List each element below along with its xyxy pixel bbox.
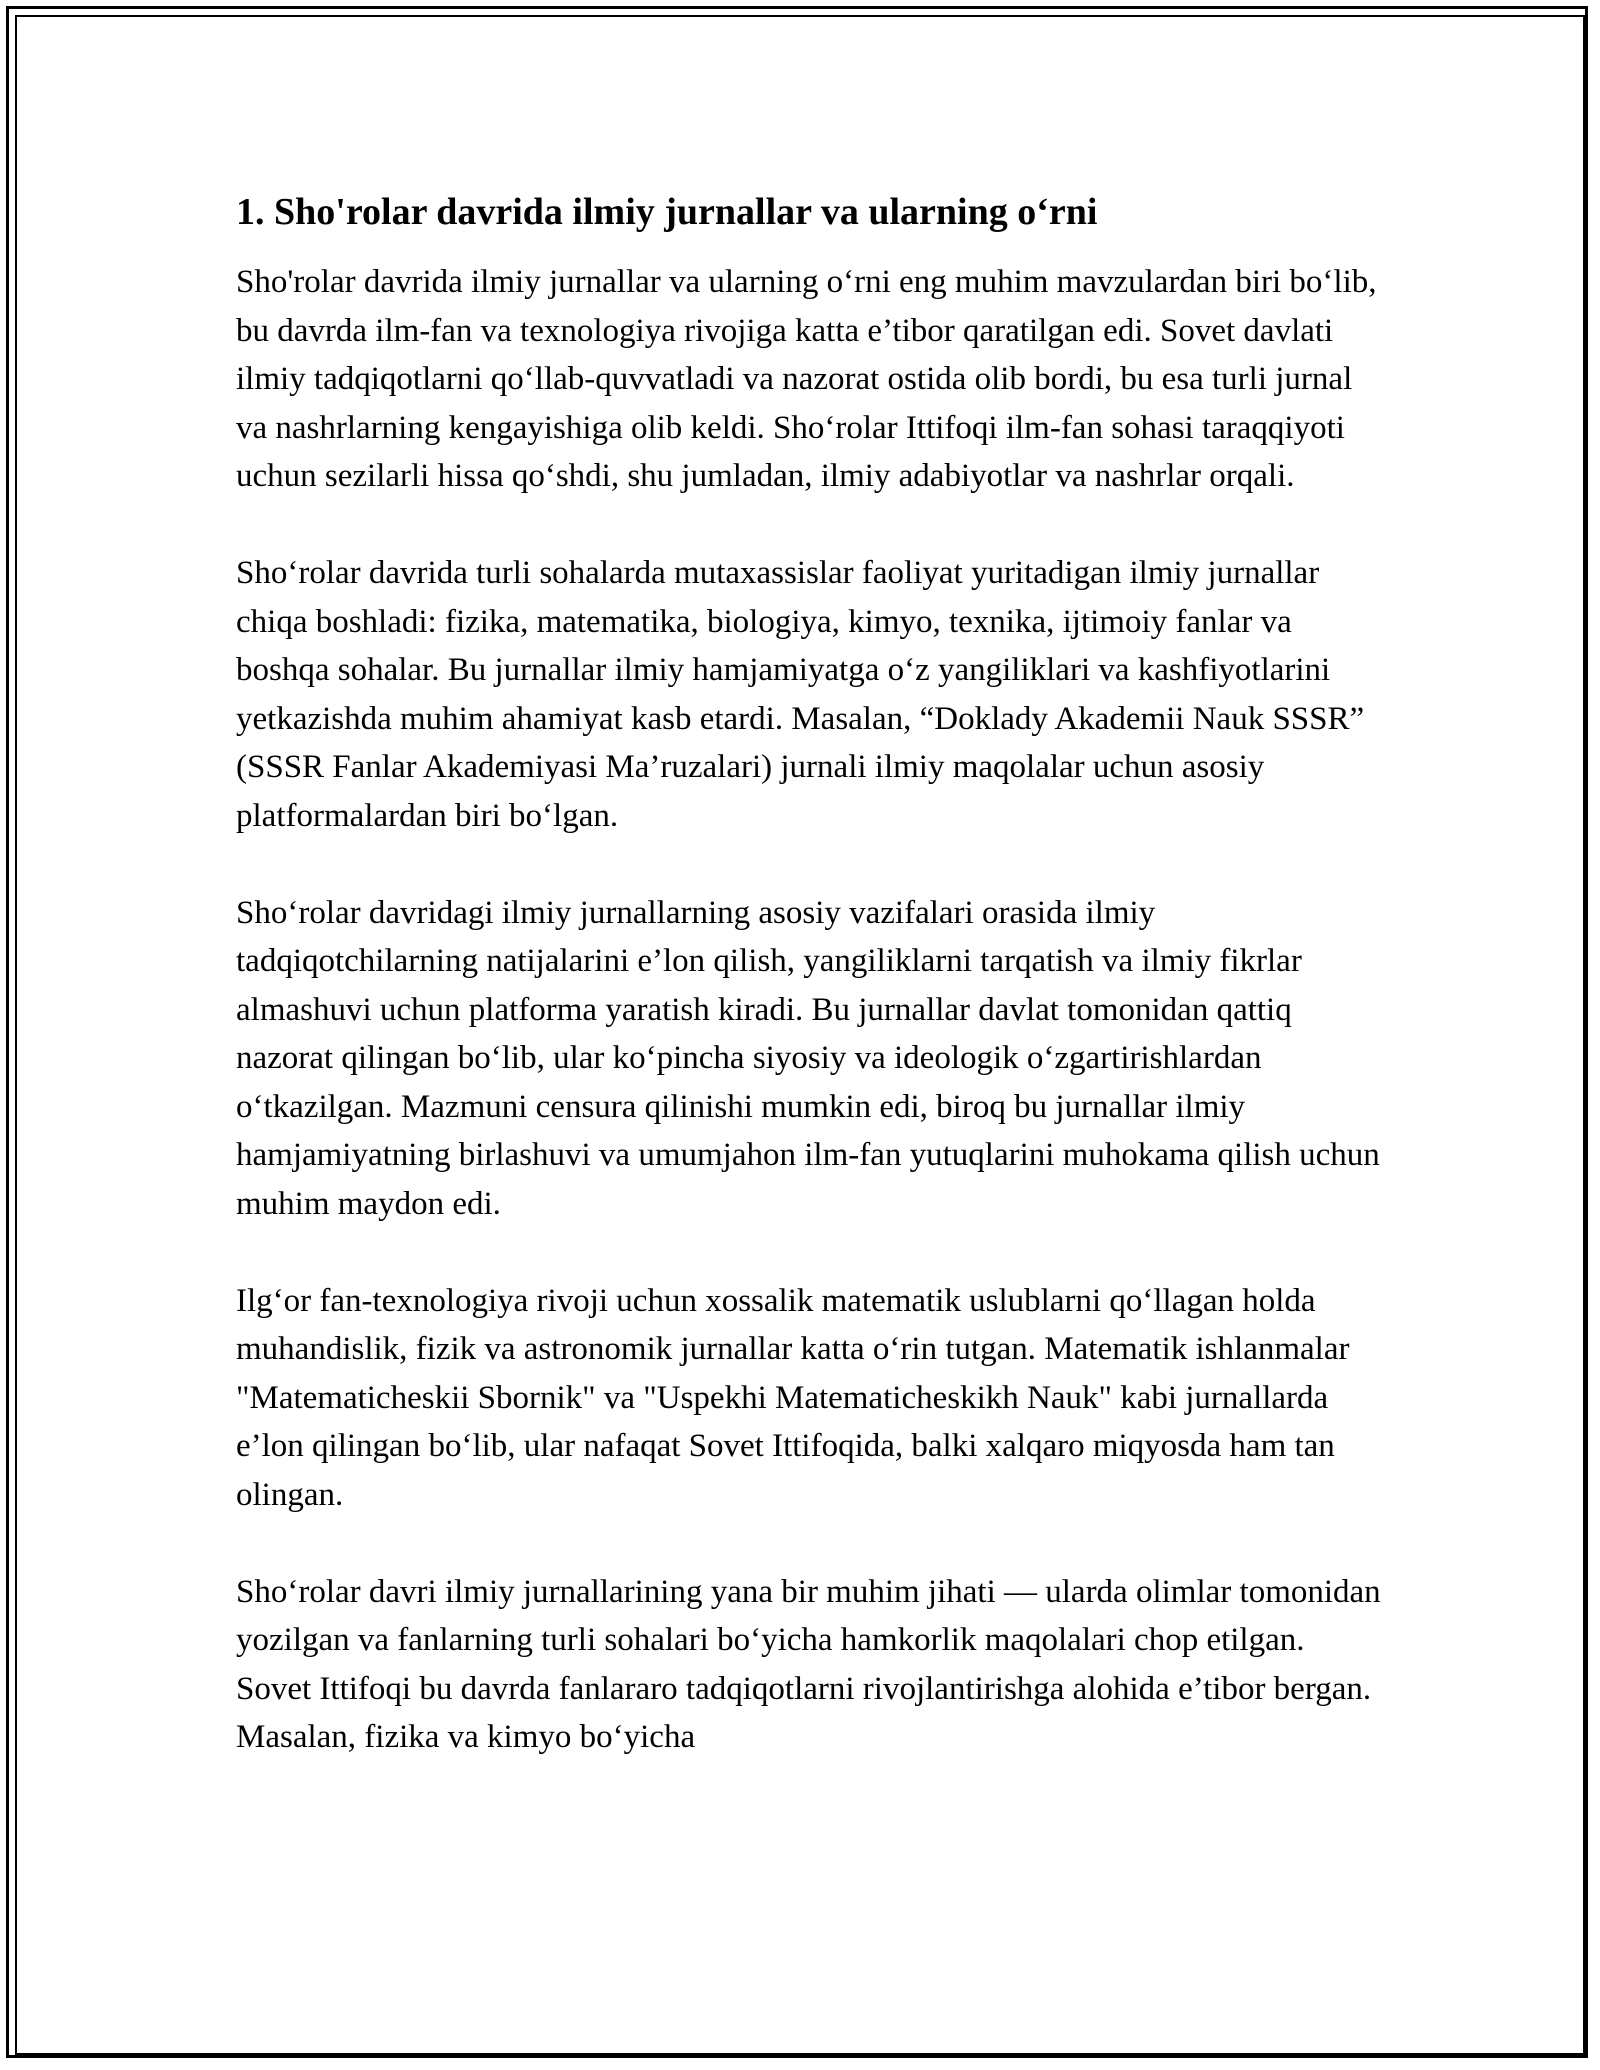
paragraph-4: Ilg‘or fan-texnologiya rivoji uchun xossalik matematik uslublarni qo‘llagan holda muhandislik, fizik va astronomik jurnallar katta o‘rin tutgan. Matematik ishlanmalar "Matematicheskii Sbornik" va "Uspekhi Matematicheskikh Nauk" kabi jurnallarda e’lon qilingan bo‘lib, ular nafaqat Sovet Ittifoqida, balki xalqaro miqyosda ham tan olingan.: [236, 1282, 1350, 1513]
paragraph-2: Sho‘rolar davrida turli sohalarda mutaxassislar faoliyat yuritadigan ilmiy jurnallar chiqa boshladi: fizika, matematika, biologiya, kimyo, texnika, ijtimoiy fanlar va boshqa sohalar. Bu jurnallar ilmiy hamjamiyatga o‘z yangiliklari va kashfiyotlarini yetkazishda muhim ahamiyat kasb etardi. Masalan, “Doklady Akademii Nauk SSSR” (SSSR Fanlar Akademiyasi Ma’ruzalari) jurnali ilmiy maqolalar uchun asosiy platformalardan biri bo‘lgan.: [236, 555, 1365, 834]
section-heading: 1. Sho'rolar davrida ilmiy jurnallar va ularning o‘rni: [236, 191, 1098, 233]
document-body: [236, 186, 1386, 1810]
paragraph-5: Sho‘rolar davri ilmiy jurnallarining yana bir muhim jihati — ularda olimlar tomonidan yozilgan va fanlarning turli sohalari bo‘yicha hamkorlik maqolalari chop etilgan. Sovet Ittifoqi bu davrda fanlararo tadqiqotlarni rivojlantirishga alohida e’tibor bergan. Masalan, fizika va kimyo bo‘yicha: [236, 1573, 1381, 1755]
paragraph-3: Sho‘rolar davridagi ilmiy jurnallarning asosiy vazifalari orasida ilmiy tadqiqotchilarning natijalarini e’lon qilish, yangiliklarni tarqatish va ilmiy fikrlar almashuvi uchun platforma yaratish kiradi. Bu jurnallar davlat tomonidan qattiq nazorat qilingan bo‘lib, ular ko‘pincha siyosiy va ideologik o‘zgartirishlardan o‘tkazilgan. Mazmuni censura qilinishi mumkin edi, biroq bu jurnallar ilmiy hamjamiyatning birlashuvi va umumjahon ilm-fan yutuqlarini muhokama qilish uchun muhim maydon edi.: [236, 894, 1380, 1222]
paragraph-1: Sho'rolar davrida ilmiy jurnallar va ularning o‘rni eng muhim mavzulardan biri bo‘lib, bu davrda ilm-fan va texnologiya rivojiga katta e’tibor qaratilgan edi. Sovet davlati ilmiy tadqiqotlarni qo‘llab-quvvatladi va nazorat ostida olib bordi, bu esa turli jurnal va nashrlarning kengayishiga olib keldi. Sho‘rolar Ittifoqi ilm-fan sohasi taraqqiyoti uchun sezilarli hissa qo‘shdi, shu jumladan, ilmiy adabiyotlar va nashrlar orqali.: [236, 264, 1377, 494]
